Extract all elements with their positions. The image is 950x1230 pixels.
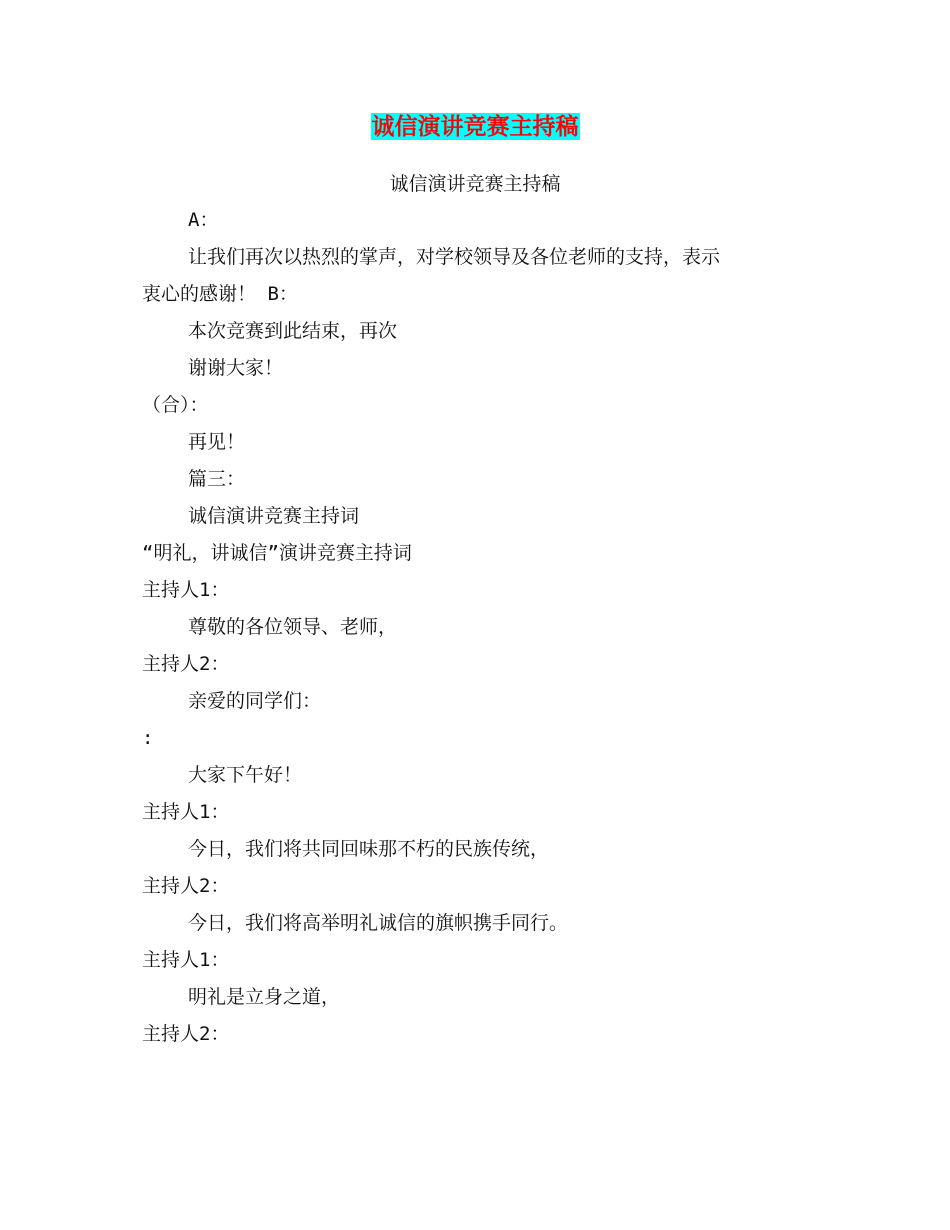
body-line: 主持人2： [142,1023,230,1045]
body-line: 今日，我们将高举明礼诚信的旗帜携手同行。 [188,912,569,934]
body-line: 本次竞赛到此结束，再次 [188,320,398,342]
document-body [142,206,822,1057]
body-line: 让我们再次以热烈的掌声，对学校领导及各位老师的支持，表示 [188,246,721,268]
body-line: 主持人1： [142,801,230,823]
body-line: 篇三： [188,468,246,490]
body-line: 今日，我们将共同回味那不朽的民族传统， [188,838,550,860]
body-line: （合）： [142,394,209,416]
body-line: 谢谢大家！ [188,357,284,379]
body-line: 亲爱的同学们： [188,690,322,712]
body-line: 主持人2： [142,875,230,897]
body-line: 再见！ [188,431,246,453]
document-subtitle: 诚信演讲竞赛主持稿 [389,173,561,195]
body-line: A： [188,209,219,231]
body-line: : [142,727,154,749]
body-line: 主持人1： [142,579,230,601]
body-line: 明礼是立身之道， [188,986,341,1008]
body-line: 诚信演讲竞赛主持词 [188,505,360,527]
document-title [0,112,950,142]
body-line: 衷心的感谢！ B： [142,283,298,305]
document-title-text: 诚信演讲竞赛主持稿 [371,113,579,140]
body-line: 大家下午好！ [188,764,303,786]
body-line: 尊敬的各位领导、老师， [188,616,398,638]
body-line: 主持人1： [142,949,230,971]
body-line: 主持人2： [142,653,230,675]
body-line: “明礼，讲诚信”演讲竞赛主持词 [142,542,412,564]
